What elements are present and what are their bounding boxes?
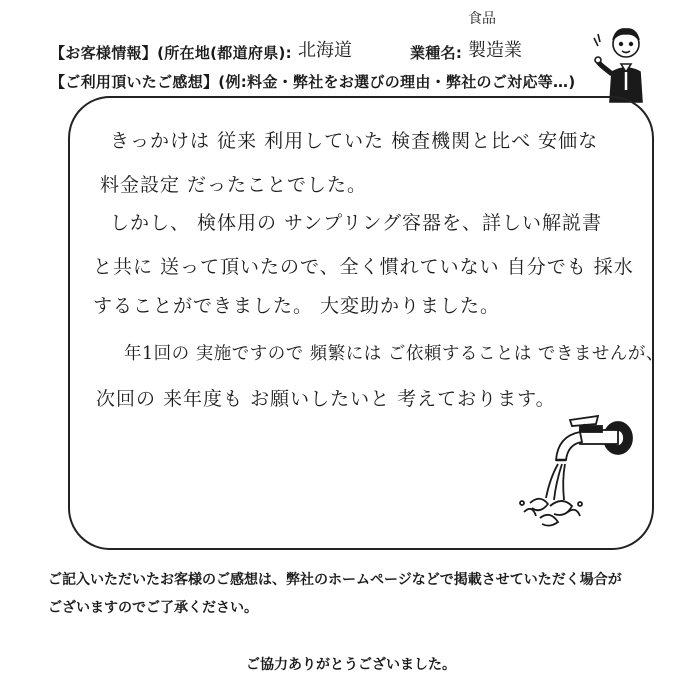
customer-info-label: 【お客様情報】(所在地(都道府県):: [50, 44, 292, 62]
feedback-line: と共に 送って頂いたので、全く慣れていない 自分でも 採水: [93, 256, 634, 278]
industry-value: 製造業: [468, 40, 522, 61]
thanks-message: ご協力ありがとうございました。: [246, 657, 456, 673]
feedback-label: 【ご利用頂いたご感想】(例:料金・弊社をお選びの理由・弊社のご対応等…): [50, 73, 576, 91]
publication-notice: ございますのでご了承ください。: [48, 600, 258, 616]
feedback-line: 年1回の 実施ですので 頻繁には ご依頼することは できませんが、: [124, 344, 664, 364]
industry-label: 業種名:: [410, 44, 463, 62]
publication-notice: ご記入いただいたお客様のご感想は、弊社のホームページなどで掲載させていただく場合が: [48, 572, 622, 588]
region-value: 北海道: [298, 40, 352, 61]
feedback-line: 料金設定 だったことでした。: [100, 174, 368, 196]
feedback-line: きっかけは 従来 利用していた 検査機関と比べ 安価な: [110, 130, 599, 152]
feedback-line: しかし、 検体用の サンプリング容器を、詳しい解説書: [110, 212, 602, 234]
staff-illustration-icon: [590, 14, 660, 104]
feedback-line: 次回の 来年度も お願いしたいと 考えております。: [96, 388, 556, 410]
feedback-line: することができました。 大変助かりました。: [93, 295, 501, 317]
industry-annotation: 食品: [468, 11, 496, 27]
faucet-icon: [510, 408, 640, 533]
